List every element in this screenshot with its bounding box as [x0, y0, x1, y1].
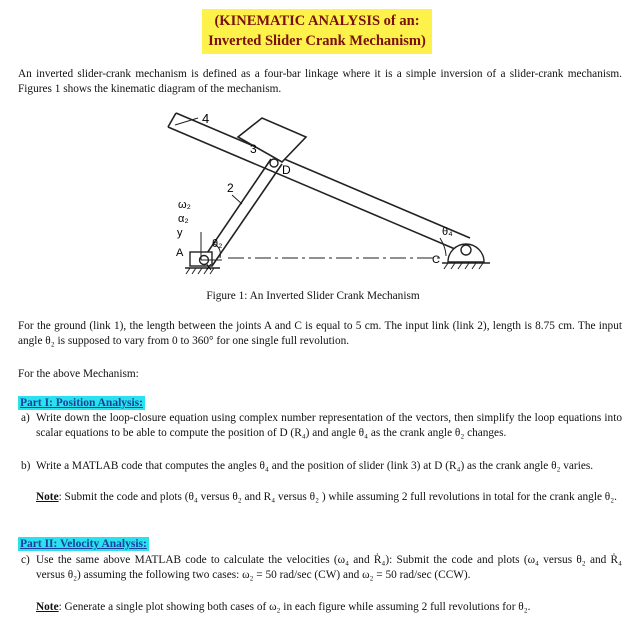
above-mechanism-text: For the above Mechanism: [18, 368, 139, 380]
link-4-bar [168, 113, 470, 252]
title-line-1: (KINEMATIC ANALYSIS of an: [214, 13, 420, 29]
item-a-text: Write down the loop-closure equation using complex number representation of the vectors, then simplify the loop equations into scalar equations to be able to compute the position of D (R₄) and angle θ₄ as the crank angle θ₂ changes. [36, 412, 622, 439]
note-text: : Generate a single plot showing both cases of ω₂ in each figure while assuming 2 full revolutions for θ₂. [58, 601, 531, 613]
ground-paragraph: For the ground (link 1), the length between the joints A and C is equal to 5 cm. The input link (link 2), length is 8.75 cm. The input angle θ₂ is supposed to vary from 0 to 360° for one single full revolution. [18, 320, 622, 347]
label-link2: 2 [227, 181, 234, 195]
link-2-leader [232, 195, 242, 204]
note-label: Note [36, 601, 59, 613]
part1-item-b [21, 459, 622, 474]
part2-note [36, 600, 622, 615]
note-label: Note [36, 491, 59, 503]
item-b-label: b) [21, 460, 31, 472]
label-y-axis: y [177, 227, 183, 239]
part2-heading: Part II: Velocity Analysis: [20, 538, 147, 550]
figure-caption: Figure 1: An Inverted Slider Crank Mechanism [206, 290, 420, 302]
joint-d [270, 159, 278, 167]
label-link3: 3 [250, 142, 257, 156]
intro-paragraph: An inverted slider-crank mechanism is defined as a four-bar linkage where it is a simple inversion of a slider-crank mechanism. Figures 1 shows the kinematic diagram of the mechanism. [18, 68, 622, 95]
label-theta2: θ₂ [212, 238, 223, 250]
mechanism-figure [0, 0, 626, 290]
label-theta4: θ₄ [442, 226, 453, 238]
label-link4: 4 [202, 111, 210, 126]
ground-c [442, 244, 490, 269]
note-text: : Submit the code and plots (θ₄ versus θ₂ and R₄ versus θ₂ ) while assuming 2 full revolutions in total for the crank angle θ₂. [58, 491, 617, 503]
item-a-label: a) [21, 412, 30, 424]
part1-item-a [21, 411, 622, 441]
part1-note [36, 490, 622, 505]
title-line-2: Inverted Slider Crank Mechanism) [208, 33, 426, 49]
theta4-arc [440, 238, 446, 256]
label-joint-a: A [176, 247, 184, 259]
label-x-axis: x [206, 261, 212, 273]
label-omega2: ω₂ [178, 199, 191, 211]
part2-item-c [21, 553, 622, 583]
label-joint-d: D [282, 163, 291, 177]
label-joint-c: C [432, 254, 440, 266]
part1-heading: Part I: Position Analysis: [20, 397, 143, 409]
item-c-label: c) [21, 554, 30, 566]
label-alpha2: α₂ [178, 213, 189, 225]
item-c-text: Use the same above MATLAB code to calculate the velocities (ω₄ and Ṙ₄): Submit the code and plots (ω₄ versus θ₂ and Ṙ₄ versus θ₂) assuming the following two cases: ω₂ = 50 rad/sec (CW) and ω₂ = 50 rad/sec (CCW). [36, 554, 622, 581]
slider-block [238, 118, 306, 162]
item-b-text: Write a MATLAB code that computes the angles θ₄ and the position of slider (link 3) at D (R₄) as the crank angle θ₂ varies. [36, 460, 594, 472]
